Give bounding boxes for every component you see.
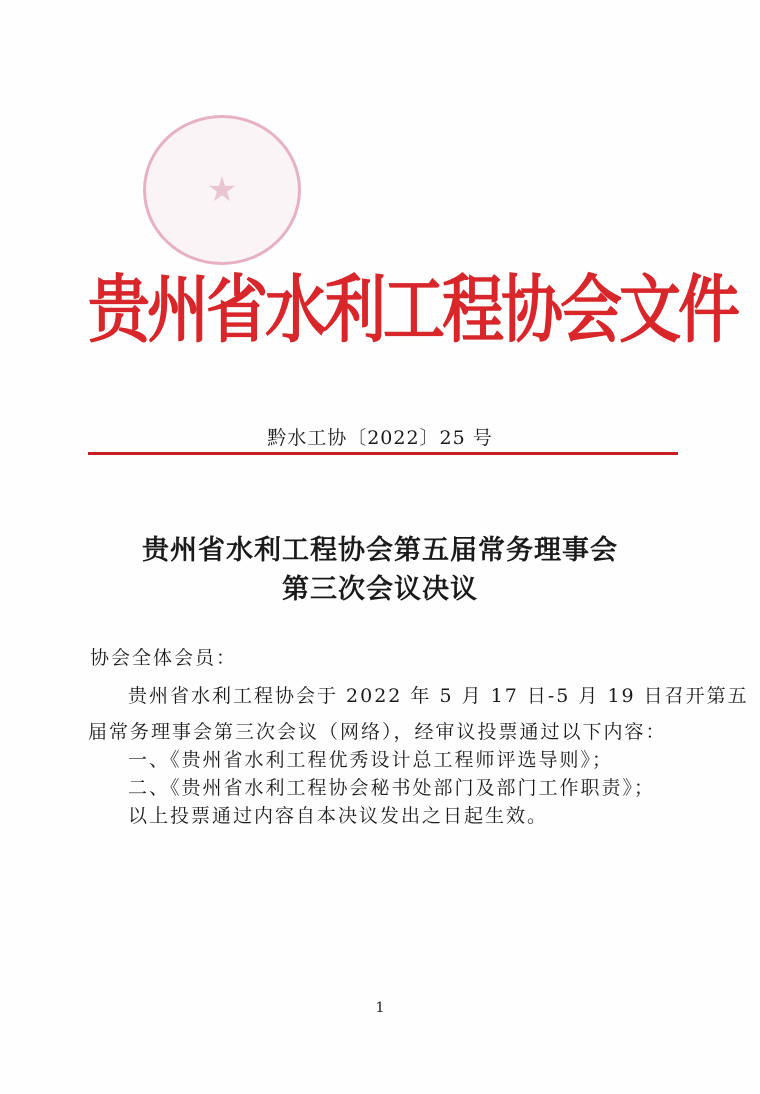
body-line-2: 届常务理事会第三次会议（网络），经审议投票通过以下内容： <box>88 721 667 743</box>
body-line-1: 贵州省水利工程协会于 2022 年 5 月 17 日-5 月 19 日召开第五 <box>128 685 749 707</box>
document-number: 黔水工协〔2022〕25 号 <box>267 427 493 449</box>
official-seal-stamp <box>143 115 301 265</box>
closing-statement: 以上投票通过内容自本决议发出之日起生效。 <box>128 805 549 827</box>
salutation: 协会全体会员： <box>90 647 238 669</box>
resolution-item-2: 二、《贵州省水利工程协会秘书处部门及部门工作职责》； <box>128 777 656 799</box>
red-divider-line <box>88 452 678 455</box>
resolution-title-line-2: 第三次会议决议 <box>282 574 478 605</box>
resolution-title-line-1: 贵州省水利工程协会第五届常务理事会 <box>142 535 618 566</box>
resolution-item-1: 一、《贵州省水利工程优秀设计总工程师评选导则》； <box>128 749 614 771</box>
document-masthead: 贵州省水利工程协会文件 <box>88 266 738 353</box>
page-number: 1 <box>375 1000 385 1016</box>
seal-star-icon: ★ <box>206 170 238 210</box>
